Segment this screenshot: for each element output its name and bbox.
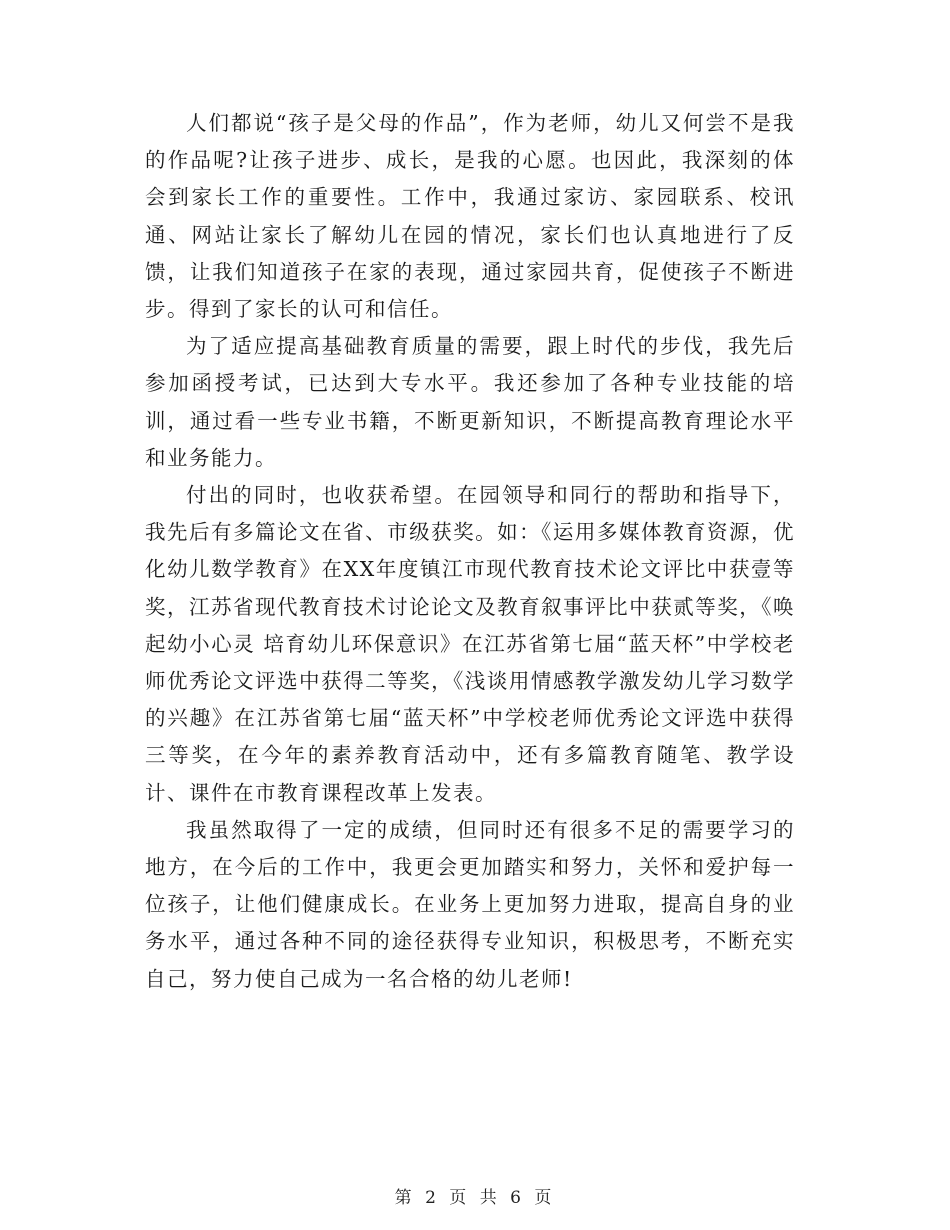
page-number-footer: 第 2 页 共 6 页 (394, 1188, 556, 1208)
paragraph-further-study: 为了适应提高基础教育质量的需要，跟上时代的步伐，我先后参加函授考试，已达到大专水平。我还参加了各种专业技能的培训，通过看一些专业书籍，不断更新知识，不断提高教育理论水平和业务能力。 (145, 334, 795, 470)
paragraph-parent-work: 人们都说“孩子是父母的作品”，作为老师，幼儿又何尝不是我的作品呢?让孩子进步、成长，是我的心愿。也因此，我深刻的体会到家长工作的重要性。工作中，我通过家访、家园联系、校讯通、网站让家长了解幼儿在园的情况，家长们也认真地进行了反馈，让我们知道孩子在家的表现，通过家园共育，促使孩子不断进步。得到了家长的认可和信任。 (145, 111, 795, 322)
document-body (145, 105, 795, 998)
paragraph-future-goals: 我虽然取得了一定的成绩，但同时还有很多不足的需要学习的地方，在今后的工作中，我更会更加踏实和努力，关怀和爱护每一位孩子，让他们健康成长。在业务上更加努力进取，提高自身的业务水平，通过各种不同的途径获得专业知识，积极思考，不断充实自己，努力使自己成为一名合格的幼儿老师! (145, 817, 795, 991)
paragraph-awards: 付出的同时，也收获希望。在园领导和同行的帮助和指导下，我先后有多篇论文在省、市级获奖。如：《运用多媒体教育资源，优化幼儿数学教育》在XX年度镇江市现代教育技术论文评比中获壹等奖，江苏省现代教育技术讨论论文及教育叙事评比中获贰等奖，《唤起幼小心灵 培育幼儿环保意识》在江苏省第七届“蓝天杯”中学校老师优秀论文评选中获得二等奖，《浅谈用情感教学激发幼儿学习数学的兴趣》在江苏省第七届“蓝天杯”中学校老师优秀论文评选中获得三等奖，在今年的素养教育活动中，还有多篇教育随笔、教学设计、课件在市教育课程改革上发表。 (145, 483, 795, 805)
